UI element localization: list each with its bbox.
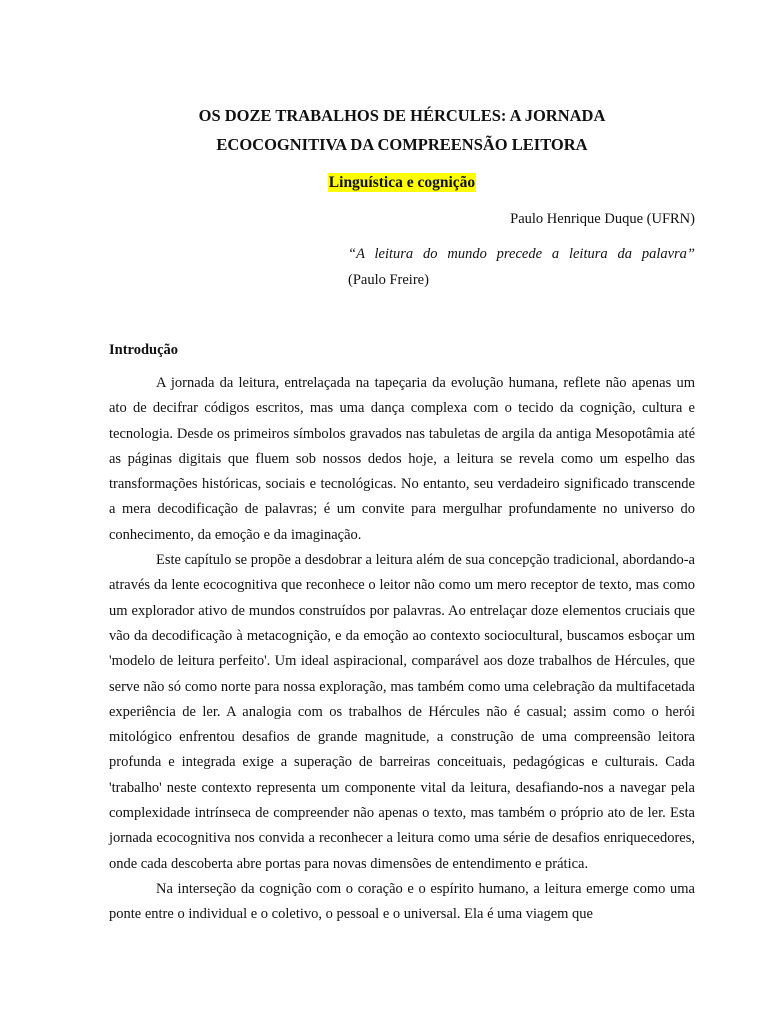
- document-title: [109, 101, 695, 159]
- epigraph-quote: “A leitura do mundo precede a leitura da palavra”: [348, 246, 695, 262]
- subtitle-container: [109, 171, 695, 195]
- paragraph: Este capítulo se propõe a desdobrar a leitura além de sua concepção tradicional, abordando-a através da lente ecocognitiva que reconhece o leitor não como um mero receptor de texto, mas como um explorador ativo de mundos construídos por palavras. Ao entrelaçar doze elementos cruciais que vão da decodificação à metacognição, e da emoção ao contexto sociocultural, buscamos esboçar um 'modelo de leitura perfeito'. Um ideal aspiracional, comparável aos doze trabalhos de Hércules, que serve não só como norte para nossa exploração, mas também como uma celebração da multifacetada experiência de ler. A analogia com os trabalhos de Hércules não é casual; assim como o herói mitológico enfrentou desafios de grande magnitude, a construção de uma compreensão leitora profunda e integrada exige a superação de barreiras conceituais, pedagógicas e culturais. Cada 'trabalho' neste contexto representa um componente vital da leitura, desafiando-nos a navegar pela complexidade intrínseca de compreender não apenas o texto, mas também o próprio ato de ler. Esta jornada ecocognitiva nos convida a reconhecer a leitura como uma série de desafios enriquecedores, onde cada descoberta abre portas para novas dimensões de entendimento e prática.: [109, 552, 695, 872]
- paragraph: Na interseção da cognição com o coração e o espírito humano, a leitura emerge como uma ponte entre o individual e o coletivo, o pessoal e o universal. Ela é uma viagem que: [109, 880, 695, 923]
- highlighted-subtitle: Linguística e cognição: [328, 174, 476, 191]
- title-line-2: ECOCOGNITIVA DA COMPREENSÃO LEITORA: [216, 135, 588, 154]
- body-text: [109, 371, 695, 928]
- paragraph: A jornada da leitura, entrelaçada na tapeçaria da evolução humana, reflete não apenas um ato de decifrar códigos escritos, mas uma dança complexa com o tecido da cognição, cultura e tecnologia. Desde os primeiros símbolos gravados nas tabuletas de argila da antiga Mesopotâmia até as páginas digitais que fluem sob nossos dedos hoje, a leitura se revela como um espelho das transformações históricas, sociais e tecnológicas. No entanto, seu verdadeiro significado transcende a mera decodificação de palavras; é um convite para mergulhar profundamente no universo do conhecimento, da emoção e da imaginação.: [109, 375, 695, 543]
- section-heading: Introdução: [109, 342, 179, 358]
- epigraph: [348, 242, 695, 293]
- title-line-1: OS DOZE TRABALHOS DE HÉRCULES: A JORNADA: [198, 106, 606, 125]
- epigraph-source: (Paulo Freire): [348, 271, 429, 288]
- author-line: Paulo Henrique Duque (UFRN): [510, 211, 695, 227]
